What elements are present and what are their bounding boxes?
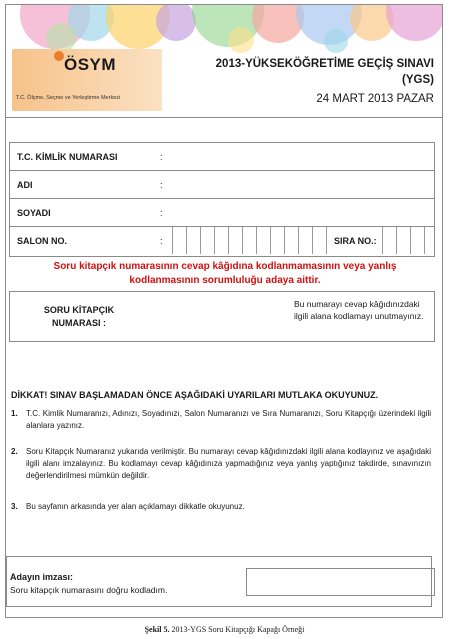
code-cell[interactable] xyxy=(382,227,396,254)
item-text: T.C. Kimlik Numaranızı, Adınızı, Soyadınızı, Salon Numaranızı ve Sıra Numaranızı, Soru Kitapçığı üzerindeki ilgili alanlara yazınız. xyxy=(26,409,431,430)
exam-title: 2013-YÜKSEKÖĞRETİME GEÇİŞ SINAVI xyxy=(215,58,434,70)
colon: : xyxy=(160,208,163,218)
candidate-info-form xyxy=(9,142,435,257)
code-cell[interactable] xyxy=(214,227,228,254)
salon-label: SALON NO. xyxy=(17,236,68,246)
decor-circle xyxy=(156,5,196,41)
item-text: Soru Kitapçık Numaranız yukarıda verilmiştir. Bu numarayı cevap kâğıdınızdaki ilgili alana kodlayınız ve aşağıdaki ilgili alanı imzalayınız. Bu kodlamayı cevap kâğıdınıza yapmadığınız veya yanlış yaptığınız takdirde, sınavınızın değerlendirilmesi mümkün değildir. xyxy=(26,447,431,480)
code-cell[interactable] xyxy=(270,227,284,254)
booklet-number-box xyxy=(9,291,435,342)
item-text: Bu sayfanın arkasında yer alan açıklamayı dikkatle okuyunuz. xyxy=(26,502,245,511)
caption-text: 2013-YGS Soru Kitapçığı Kapağı Örneği xyxy=(171,625,305,634)
colon: : xyxy=(160,152,163,162)
header-banner xyxy=(6,5,442,117)
ad-label: ADI xyxy=(17,180,33,190)
osym-subtitle: T.C. Ölçme, Seçme ve Yerleştirme Merkezi xyxy=(16,95,121,101)
exam-abbrev: (YGS) xyxy=(402,74,434,86)
code-cell[interactable] xyxy=(186,227,200,254)
form-row-ad[interactable] xyxy=(10,171,434,199)
code-cell[interactable] xyxy=(298,227,312,254)
instructions-heading: DİKKAT! SINAV BAŞLAMADAN ÖNCE AŞAĞIDAKİ UYARILARI MUTLAKA OKUYUNUZ. xyxy=(11,390,379,400)
code-cell[interactable] xyxy=(424,227,438,254)
warning-line-2: kodlanmasının sorumluluğu adaya aittir. xyxy=(129,275,321,286)
decor-circle xyxy=(324,29,348,53)
signature-field[interactable] xyxy=(246,568,435,596)
form-row-tc[interactable] xyxy=(10,143,434,171)
colon: : xyxy=(160,236,163,246)
item-number: 3. xyxy=(11,502,18,511)
decor-circle xyxy=(228,27,254,53)
signature-section xyxy=(6,556,432,607)
signature-label: Adayın imzası: xyxy=(10,572,74,582)
exam-date: 24 MART 2013 PAZAR xyxy=(316,93,434,105)
figure-caption xyxy=(0,625,449,634)
code-cell[interactable] xyxy=(242,227,256,254)
coding-warning xyxy=(20,260,430,288)
osym-logo-mark xyxy=(54,51,64,61)
warning-line-1: Soru kitapçık numarasının cevap kâğıdına kodlanmamasının veya yanlış xyxy=(53,261,397,272)
booklet-label-line-1: SORU KİTAPÇIK xyxy=(43,305,115,315)
item-number: 1. xyxy=(11,409,18,418)
caption-figure-number: Şekil 5. xyxy=(144,625,170,634)
booklet-label-line-2: NUMARASI : xyxy=(52,318,106,328)
colon: : xyxy=(160,180,163,190)
header-divider xyxy=(6,117,442,118)
form-row-soyad[interactable] xyxy=(10,199,434,227)
sira-label: SIRA NO.: xyxy=(334,236,377,246)
osym-logo: ÖSYM xyxy=(64,55,117,74)
code-cell[interactable] xyxy=(228,227,242,254)
decor-circle xyxy=(386,5,442,41)
code-cell[interactable] xyxy=(396,227,410,254)
soyad-label: SOYADI xyxy=(17,208,51,218)
code-cell[interactable] xyxy=(256,227,270,254)
booklet-note: Bu numarayı cevap kâğıdınızdaki ilgili alana kodlamayı unutmayınız. xyxy=(294,299,424,321)
booklet-number-label xyxy=(10,304,148,330)
tc-label: T.C. KİMLİK NUMARASI xyxy=(17,152,118,162)
code-cell[interactable] xyxy=(410,227,424,254)
code-cell[interactable] xyxy=(312,227,326,254)
signature-statement: Soru kitapçık numarasını doğru kodladım. xyxy=(10,585,168,595)
form-row-salon xyxy=(10,227,434,255)
code-cell[interactable] xyxy=(172,227,186,254)
code-cell[interactable] xyxy=(284,227,298,254)
code-cell[interactable] xyxy=(200,227,214,254)
item-number: 2. xyxy=(11,447,18,456)
